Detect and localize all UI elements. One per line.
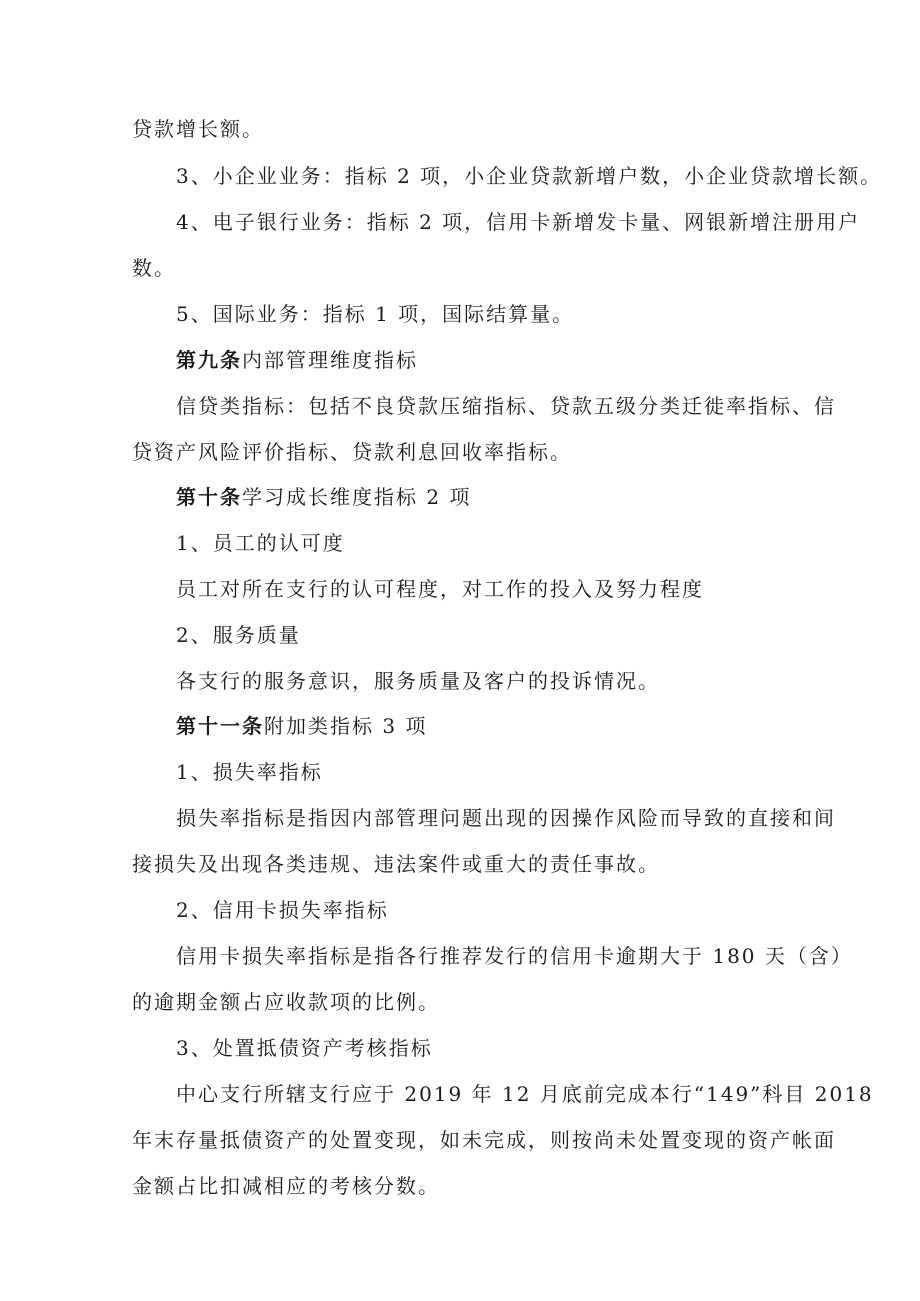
text-line: 接损失及出现各类违规、违法案件或重大的责任事故。 xyxy=(132,852,660,876)
text-line: 1、员工的认可度 xyxy=(176,531,345,555)
text-line: 年末存量抵债资产的处置变现，如未完成，则按尚未处置变现的资产帐面 xyxy=(132,1128,836,1152)
text-line: 员工对所在支行的认可程度，对工作的投入及努力程度 xyxy=(176,577,704,601)
text-line: 5、国际业务：指标 1 项，国际结算量。 xyxy=(176,302,575,326)
text-line: 信贷类指标：包括不良贷款压缩指标、贷款五级分类迁徙率指标、信 xyxy=(176,394,836,418)
text-line: 贷资产风险评价指标、贷款利息回收率指标。 xyxy=(132,440,572,464)
text-line: 2、信用卡损失率指标 xyxy=(176,898,389,922)
text-line: 4、电子银行业务：指标 2 项，信用卡新增发卡量、网银新增注册用户 xyxy=(176,210,861,234)
text-line: 信用卡损失率指标是指各行推荐发行的信用卡逾期大于 180 天（含） xyxy=(176,944,853,968)
text-line: 3、处置抵债资产考核指标 xyxy=(176,1036,433,1060)
text-line: 损失率指标是指因内部管理问题出现的因操作风险而导致的直接和间 xyxy=(176,806,836,830)
text-line: 各支行的服务意识，服务质量及客户的投诉情况。 xyxy=(176,669,660,693)
article-title: 学习成长维度指标 2 项 xyxy=(242,485,472,509)
text-line: 3、小企业业务：指标 2 项，小企业贷款新增户数，小企业贷款增长额。 xyxy=(176,164,883,188)
text-line: 中心支行所辖支行应于 2019 年 12 月底前完成本行“149”科目 2018 xyxy=(176,1082,874,1106)
article-title: 内部管理维度指标 xyxy=(242,348,418,372)
article-11-heading xyxy=(176,711,427,741)
article-number: 第十条 xyxy=(176,485,242,509)
text-line: 2、服务质量 xyxy=(176,623,301,647)
text-line: 贷款增长额。 xyxy=(132,117,264,141)
article-number: 第十一条 xyxy=(176,714,264,738)
text-line: 金额占比扣减相应的考核分数。 xyxy=(132,1174,440,1198)
text-line: 的逾期金额占应收款项的比例。 xyxy=(132,990,440,1014)
text-line: 1、损失率指标 xyxy=(176,760,323,784)
article-title: 附加类指标 3 项 xyxy=(264,714,428,738)
text-line: 数。 xyxy=(132,256,176,280)
article-10-heading xyxy=(176,482,471,512)
article-number: 第九条 xyxy=(176,348,242,372)
article-9-heading xyxy=(176,345,418,375)
